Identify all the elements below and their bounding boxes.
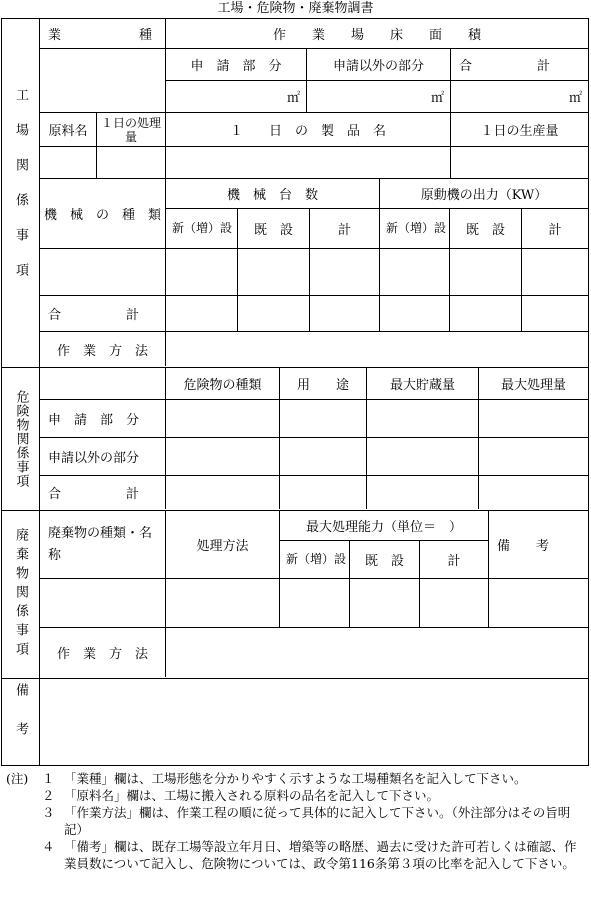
gyoshu-label: 業 種 [40,19,166,49]
waste-existing-header: 既 設 [350,541,420,579]
max-storage-header: 最大貯蔵量 [367,368,479,400]
hazard-applied-label: 申 請 部 分 [40,400,166,438]
remarks-section [2,679,588,765]
machine-sum-header: 計 [310,209,380,249]
other-area-unit[interactable]: ㎡ [307,81,451,113]
waste-work-method-value[interactable] [166,628,588,677]
hazard-total-handle[interactable] [479,476,588,509]
waste-kind-value[interactable] [40,579,166,628]
survey-table [1,18,589,766]
floor-area-header: 作 業 場 床 面 積 [166,19,588,49]
note-number: １ [42,771,55,786]
hazard-applied-use[interactable] [280,400,367,438]
hazard-kind-header: 危険物の種類 [166,368,280,400]
hazard-other-handle[interactable] [479,438,588,476]
waste-side-label [2,511,40,678]
waste-method-value[interactable] [166,579,280,628]
hazard-total-storage[interactable] [367,476,479,509]
waste-remarks-header: 備 考 [489,511,588,579]
motor-sum-header: 計 [522,209,588,249]
daily-qty-value[interactable] [97,147,166,179]
daily-prod-label: １日の生産量 [451,113,588,147]
machine-new-value[interactable] [166,249,238,296]
note-item [6,787,585,804]
machine-count-header: 機 械 台 数 [166,179,380,209]
total-existing-value[interactable] [238,296,310,332]
motor-output-header: 原動機の出力（KW） [380,179,588,209]
waste-existing-value[interactable] [350,579,420,628]
machine-existing-header: 既 設 [238,209,310,249]
material-value[interactable] [40,147,97,179]
applied-area-header: 申 請 部 分 [166,49,307,81]
material-label: 原料名 [40,113,97,147]
waste-section [2,511,588,679]
total-area-unit[interactable]: ㎡ [451,81,588,113]
machine-existing-value[interactable] [238,249,310,296]
waste-remarks-value[interactable] [489,579,588,628]
motor-new-header: 新（増）設 [380,209,450,249]
hazard-corner [40,368,166,400]
product-label: １ 日 の 製 品 名 [166,113,451,147]
note-item [6,838,585,872]
waste-capacity-header: 最大処理能力（単位＝ ） [280,511,489,541]
gyoshu-value[interactable] [40,49,166,113]
note-text: 「業種」欄は、工場形態を分かりやすく示すような工場種類名を記入して下さい。 [64,771,527,786]
hazard-total-label: 合 計 [40,476,166,509]
waste-sum-header: 計 [420,541,489,579]
factory-section [2,19,588,368]
hazard-other-kind[interactable] [166,438,280,476]
note-number: ３ [42,805,55,820]
waste-new-header: 新（増）設 [280,541,350,579]
motor-sum-value[interactable] [522,249,588,296]
note-text: 「備考」欄は、既存工場等設立年月日、増築等の略歴、過去に受けた許可若しくは確認、作業員数について記入し、危険物については、政令第116条第３項の比率を記入して下さい。 [64,839,577,871]
note-item [6,804,585,838]
machine-kind-label: 機 械 の 種 類 [40,179,166,249]
motor-existing-header: 既 設 [450,209,522,249]
waste-new-value[interactable] [280,579,350,628]
product-value[interactable] [166,147,451,179]
document-title: 工場・危険物・廃棄物調書 [217,1,374,16]
notes-block [0,766,591,872]
total-new-value[interactable] [166,296,238,332]
work-method-value[interactable] [166,332,588,366]
waste-sum-value[interactable] [420,579,489,628]
hazard-other-use[interactable] [280,438,367,476]
total-motor-existing-value[interactable] [450,296,522,332]
note-number: ４ [42,839,55,854]
hazard-other-storage[interactable] [367,438,479,476]
hazard-applied-kind[interactable] [166,400,280,438]
total-motor-new-value[interactable] [380,296,450,332]
other-area-header: 申請以外の部分 [307,49,451,81]
hazard-total-kind[interactable] [166,476,280,509]
remarks-side-text: 備考 [13,683,28,761]
daily-prod-value[interactable] [451,147,588,179]
hazard-applied-storage[interactable] [367,400,479,438]
waste-kind-label: 廃棄物の種類・名 称 [40,511,166,579]
hazard-applied-handle[interactable] [479,400,588,438]
factory-side-text: 工場関係事項 [13,88,28,298]
hazard-side-label [2,368,40,510]
remarks-side-label [2,679,40,765]
motor-existing-value[interactable] [450,249,522,296]
waste-work-method-label: 作 業 方 法 [40,628,166,677]
hazard-other-label: 申請以外の部分 [40,438,166,476]
hazard-use-header: 用 途 [280,368,367,400]
hazard-side-text: 危険物関係事項 [13,390,29,488]
note-text: 「作業方法」欄は、作業工程の順に従って具体的に記入して下さい。（外注部分はその旨明記） [64,805,571,837]
note-number: ２ [42,788,55,803]
total-sum-value[interactable] [310,296,380,332]
daily-qty-label: １日の処理量 [97,113,166,147]
machine-sum-value[interactable] [310,249,380,296]
hazard-section [2,368,588,511]
max-handle-header: 最大処理量 [479,368,588,400]
applied-area-unit[interactable]: ㎡ [166,81,307,113]
work-method-label: 作 業 方 法 [40,332,166,366]
note-item [6,770,585,787]
hazard-total-use[interactable] [280,476,367,509]
machine-total-label: 合 計 [40,296,166,332]
machine-new-header: 新（増）設 [166,209,238,249]
waste-side-text: 廃棄物関係事項 [13,528,28,661]
notes-label: (注) [6,771,29,786]
total-motor-sum-value[interactable] [522,296,588,332]
machine-kind-value[interactable] [40,249,166,296]
motor-new-value[interactable] [380,249,450,296]
note-text: 「原料名」欄は、工場に搬入される原料の品名を記入して下さい。 [64,788,440,803]
waste-method-header: 処理方法 [166,511,280,579]
total-area-header: 合 計 [451,49,588,81]
remarks-value[interactable] [40,679,588,765]
factory-side-label [2,19,40,367]
